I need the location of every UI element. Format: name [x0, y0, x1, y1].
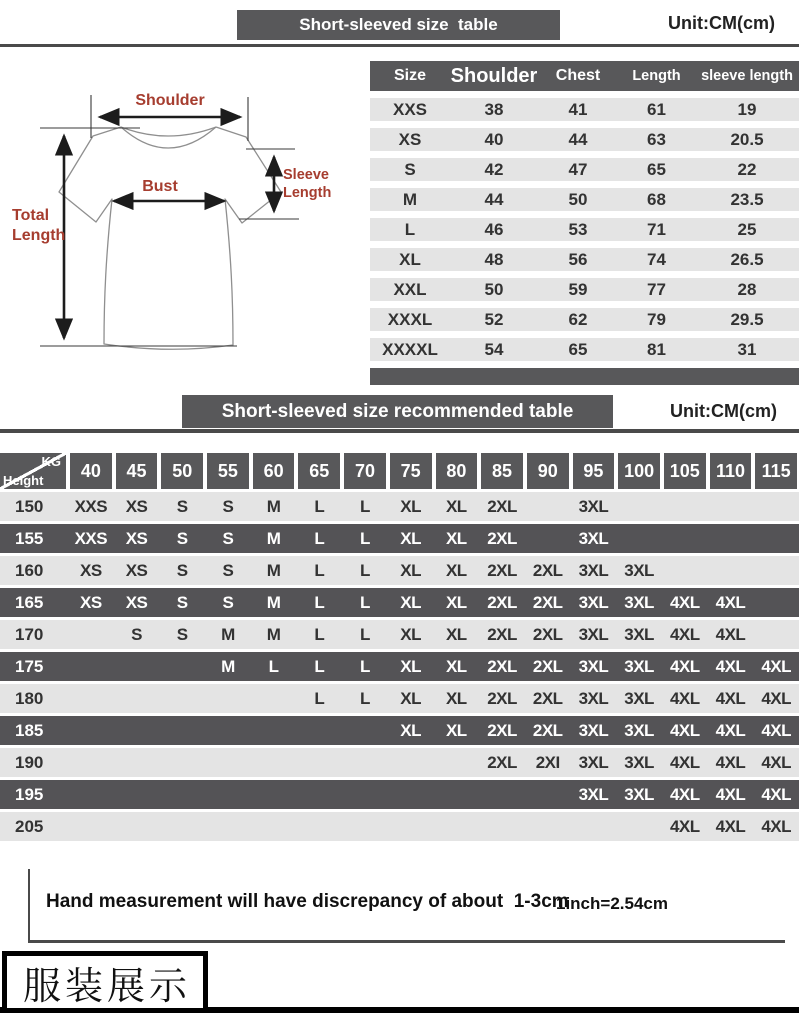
size-cell-value: 61 — [647, 99, 666, 119]
weight-column-header: 50 — [161, 453, 203, 489]
recommend-size-cell: 2XL — [487, 560, 517, 580]
size-table-row — [370, 308, 799, 331]
recommend-size-cell: M — [266, 592, 281, 612]
size-cell-label: S — [404, 159, 416, 179]
size-cell-value: 50 — [484, 279, 504, 299]
recommend-size-cell: 3XL — [578, 656, 609, 676]
recommend-size-cell: M — [266, 560, 281, 580]
size-cell-value: 68 — [647, 189, 666, 209]
recommend-size-cell: XL — [445, 624, 467, 644]
recommend-size-cell: 2XL — [532, 592, 563, 612]
recommend-size-cell: 3XL — [624, 784, 654, 804]
size-cell-value: 59 — [568, 279, 588, 299]
size-cell-label: XXXL — [387, 309, 433, 329]
recommend-size-cell: XL — [445, 560, 467, 580]
weight-column-header: 80 — [436, 453, 478, 489]
recommended-table-body — [0, 492, 799, 841]
divider-line-middle — [0, 429, 799, 433]
recommend-size-cell: XL — [400, 560, 422, 580]
size-cell-value: 77 — [647, 279, 666, 299]
recommend-row — [0, 812, 799, 841]
recommend-size-cell: XL — [445, 528, 467, 548]
bust-label: Bust — [142, 178, 178, 195]
recommend-size-cell: XL — [445, 496, 467, 516]
recommend-size-cell: XXS — [74, 496, 108, 516]
recommend-size-cell: 2XL — [532, 688, 563, 708]
recommend-size-cell: 4XL — [669, 752, 700, 772]
size-cell-value: 38 — [484, 99, 504, 119]
size-column-header: sleeve length — [701, 68, 793, 84]
size-cell-label: XXS — [392, 99, 428, 119]
recommend-size-cell: 4XL — [715, 784, 746, 804]
recommend-size-cell: 2XL — [487, 624, 517, 644]
size-cell-label: XS — [398, 129, 422, 149]
size-cell-value: 71 — [647, 219, 666, 239]
weight-column-header: 55 — [207, 453, 249, 489]
recommend-size-cell: 2XL — [532, 624, 563, 644]
recommend-size-cell: M — [221, 656, 235, 676]
recommend-size-cell: S — [222, 496, 234, 516]
size-cell-value: 22 — [737, 159, 757, 179]
size-table-header-row — [370, 61, 799, 91]
height-row-label: 160 — [15, 560, 44, 580]
recommend-size-cell: XL — [400, 624, 422, 644]
recommend-size-cell: S — [131, 624, 142, 644]
recommend-size-cell: 4XL — [669, 816, 700, 836]
recommend-size-cell: L — [314, 624, 325, 644]
size-cell-value: 63 — [647, 129, 666, 149]
recommend-size-cell: 4XL — [715, 816, 746, 836]
recommend-row — [0, 652, 799, 681]
total-length-label: Total Length — [12, 207, 66, 244]
recommended-size-table — [0, 453, 799, 844]
recommend-size-cell: XS — [125, 528, 148, 548]
recommend-size-cell: 4XL — [761, 656, 791, 676]
recommend-size-cell: L — [360, 496, 370, 516]
size-table-row — [370, 248, 799, 271]
recommend-size-cell: 3XL — [578, 752, 609, 772]
recommend-size-cell: XL — [400, 656, 422, 676]
measurement-note: Hand measurement will have discrepancy of about 1-3cm — [46, 891, 569, 912]
recommend-size-cell: XL — [400, 496, 422, 516]
recommend-size-cell: 4XL — [761, 816, 791, 836]
recommend-size-cell: XL — [400, 592, 422, 612]
size-table-body — [370, 98, 799, 361]
size-cell-value: 50 — [568, 189, 588, 209]
recommend-size-cell: 3XL — [578, 720, 609, 740]
recommend-size-cell: 3XL — [578, 592, 609, 612]
size-cell-value: 53 — [568, 219, 588, 239]
recommend-size-cell: XS — [125, 560, 148, 580]
recommend-size-cell: 3XL — [624, 624, 654, 644]
recommend-row — [0, 748, 799, 777]
tshirt-outline-drawing — [59, 127, 281, 349]
weight-column-header: 110 — [710, 453, 752, 489]
recommend-size-cell: S — [176, 528, 188, 548]
size-cell-value: 20.5 — [730, 129, 764, 149]
recommend-size-cell: 3XL — [624, 560, 654, 580]
recommend-size-cell: 4XL — [669, 624, 700, 644]
recommend-size-cell: 4XL — [761, 752, 791, 772]
recommend-size-cell: XXS — [74, 528, 108, 548]
weight-column-header: 90 — [527, 453, 569, 489]
size-table-row — [370, 338, 799, 361]
size-cell-value: 41 — [568, 99, 588, 119]
clothing-display-title: 服装展示 — [23, 963, 192, 1008]
height-row-label: 185 — [15, 720, 44, 740]
size-table-row — [370, 218, 799, 241]
recommend-size-cell: 4XL — [715, 752, 746, 772]
recommended-table-title-bar — [182, 395, 613, 428]
size-cell-label: XL — [399, 249, 421, 269]
clothing-display-box — [2, 951, 208, 1013]
size-cell-value: 54 — [484, 339, 504, 359]
recommend-size-cell: XS — [80, 592, 102, 612]
recommend-size-cell: 3XL — [578, 784, 609, 804]
kg-height-corner-cell — [0, 453, 66, 489]
recommend-size-cell: XS — [80, 560, 102, 580]
recommend-size-cell: 2XL — [532, 656, 563, 676]
size-cell-label: M — [402, 189, 418, 209]
size-table-row — [370, 128, 799, 151]
recommend-size-cell: 2XL — [487, 752, 517, 772]
size-table-row — [370, 188, 799, 211]
recommend-size-cell: L — [314, 688, 325, 708]
recommend-size-cell: 3XL — [624, 720, 654, 740]
recommend-size-cell: S — [176, 496, 188, 516]
size-cell-value: 65 — [647, 159, 666, 179]
size-column-header: Length — [632, 68, 681, 84]
recommend-size-cell: XL — [400, 688, 422, 708]
recommend-size-cell: 3XL — [578, 560, 609, 580]
note-left-line — [28, 869, 30, 942]
recommend-size-cell: L — [360, 656, 370, 676]
size-cell-value: 19 — [737, 99, 757, 119]
recommend-size-cell: L — [314, 656, 325, 676]
height-row-label: 175 — [15, 656, 44, 676]
weight-column-header: 60 — [253, 453, 295, 489]
recommend-size-cell: 2XI — [535, 752, 560, 772]
recommend-size-cell: L — [360, 592, 370, 612]
recommend-size-cell: 3XL — [624, 752, 654, 772]
size-cell-value: 47 — [568, 159, 588, 179]
recommend-size-cell: 3XL — [624, 656, 654, 676]
recommend-size-cell: 4XL — [761, 784, 791, 804]
recommend-size-cell: L — [314, 592, 325, 612]
size-cell-value: 29.5 — [730, 309, 764, 329]
recommend-size-cell: 2XL — [487, 688, 517, 708]
recommend-size-cell: 4XL — [669, 784, 700, 804]
size-cell-value: 74 — [647, 249, 666, 269]
size-cell-label: XXXXL — [382, 339, 438, 359]
recommend-size-cell: XL — [445, 688, 467, 708]
inch-conversion-note: 1inch=2.54cm — [556, 894, 668, 913]
recommend-size-cell: L — [314, 560, 325, 580]
weight-column-header: 40 — [70, 453, 112, 489]
recommend-size-cell: S — [176, 624, 188, 644]
recommend-size-cell: XL — [400, 528, 422, 548]
recommend-size-cell: S — [222, 592, 234, 612]
recommend-size-cell: 3XL — [624, 688, 654, 708]
size-table — [370, 61, 799, 385]
recommend-row — [0, 620, 799, 649]
shoulder-label: Shoulder — [135, 92, 205, 109]
recommend-size-cell: 4XL — [715, 720, 746, 740]
weight-column-header: 105 — [664, 453, 706, 489]
height-row-label: 205 — [15, 816, 44, 836]
recommend-size-cell: M — [266, 496, 281, 516]
note-bottom-line — [28, 940, 785, 943]
size-cell-value: 81 — [647, 339, 666, 359]
size-cell-value: 40 — [484, 129, 504, 149]
recommend-size-cell: L — [360, 688, 370, 708]
recommend-size-cell: S — [222, 528, 234, 548]
recommend-size-cell: 2XL — [487, 528, 517, 548]
recommend-size-cell: 3XL — [624, 592, 654, 612]
recommend-size-cell: M — [221, 624, 235, 644]
recommend-size-cell: 4XL — [715, 656, 746, 676]
recommend-size-cell: L — [314, 496, 325, 516]
recommend-row — [0, 588, 799, 617]
recommend-size-cell: 3XL — [578, 624, 609, 644]
recommend-size-cell: M — [266, 528, 281, 548]
recommend-size-cell: 4XL — [669, 688, 700, 708]
weight-column-header: 75 — [390, 453, 432, 489]
recommend-size-cell: 3XL — [578, 496, 609, 516]
recommend-size-cell: 2XL — [487, 656, 517, 676]
size-table-title-bar — [237, 10, 560, 40]
divider-line-top — [0, 44, 799, 47]
size-cell-value: 44 — [484, 189, 504, 209]
recommend-size-cell: 4XL — [715, 688, 746, 708]
weight-column-header: 65 — [298, 453, 340, 489]
recommend-size-cell: 4XL — [669, 720, 700, 740]
size-cell-label: XXL — [393, 279, 427, 299]
recommend-size-cell: L — [360, 528, 370, 548]
weight-column-header: 95 — [573, 453, 615, 489]
size-cell-label: L — [404, 219, 416, 239]
recommend-size-cell: 3XL — [578, 688, 609, 708]
size-table-row — [370, 98, 799, 121]
size-cell-value: 52 — [484, 309, 504, 329]
recommend-size-cell: S — [176, 560, 188, 580]
recommend-size-cell: 4XL — [669, 656, 700, 676]
recommend-row — [0, 492, 799, 521]
size-cell-value: 25 — [737, 219, 757, 239]
height-row-label: 195 — [15, 784, 44, 804]
recommend-size-cell: 2XL — [487, 720, 517, 740]
height-row-label: 190 — [15, 752, 44, 772]
size-cell-value: 46 — [484, 219, 504, 239]
size-cell-value: 26.5 — [730, 249, 764, 269]
recommend-row — [0, 556, 799, 585]
size-cell-value: 42 — [484, 159, 504, 179]
recommend-size-cell: 4XL — [761, 688, 791, 708]
recommend-size-cell: XS — [125, 592, 148, 612]
recommend-size-cell: L — [360, 560, 370, 580]
recommend-row — [0, 716, 799, 745]
size-cell-value: 23.5 — [730, 189, 764, 209]
tshirt-measurement-diagram — [0, 55, 368, 393]
recommend-size-cell: 2XL — [487, 496, 517, 516]
weight-column-header: 115 — [755, 453, 797, 489]
recommend-size-cell: XL — [445, 656, 467, 676]
unit-label-top: Unit:CM(cm) — [668, 13, 775, 33]
recommend-size-cell: XL — [445, 720, 467, 740]
weight-column-header: 85 — [481, 453, 523, 489]
height-row-label: 170 — [15, 624, 44, 644]
recommend-size-cell: 2XL — [532, 560, 563, 580]
weight-column-header: 100 — [618, 453, 660, 489]
size-table-row — [370, 278, 799, 301]
recommend-size-cell: XL — [400, 720, 422, 740]
kg-label: KG — [41, 454, 61, 469]
height-row-label: 165 — [15, 592, 44, 612]
recommend-row — [0, 524, 799, 553]
recommended-table-header-row — [0, 453, 799, 489]
size-table-footer-bar — [370, 368, 799, 385]
size-cell-value: 28 — [737, 279, 757, 299]
recommend-size-cell: L — [268, 656, 279, 676]
recommend-row — [0, 780, 799, 809]
size-table-title: Short-sleeved size table — [299, 15, 498, 34]
height-row-label: 150 — [15, 496, 44, 516]
recommend-size-cell: S — [176, 592, 188, 612]
recommend-size-cell: M — [266, 624, 281, 644]
recommended-table-title: Short-sleeved size recommended table — [221, 400, 574, 422]
size-column-header: Size — [393, 67, 426, 84]
recommend-size-cell: L — [360, 624, 370, 644]
size-cell-value: 65 — [568, 339, 588, 359]
weight-column-header: 45 — [116, 453, 158, 489]
recommend-size-cell: S — [222, 560, 234, 580]
size-cell-value: 79 — [647, 309, 666, 329]
height-row-label: 180 — [15, 688, 44, 708]
size-cell-value: 48 — [484, 249, 504, 269]
weight-column-header: 70 — [344, 453, 386, 489]
size-column-header: Shoulder — [450, 64, 538, 87]
size-table-row — [370, 158, 799, 181]
recommend-size-cell: 4XL — [761, 720, 791, 740]
unit-label-bottom: Unit:CM(cm) — [670, 401, 777, 421]
recommend-size-cell: XL — [445, 592, 467, 612]
recommend-size-cell: XS — [125, 496, 148, 516]
recommend-size-cell: 2XL — [532, 720, 563, 740]
size-cell-value: 62 — [568, 309, 588, 329]
recommend-size-cell: 3XL — [578, 528, 609, 548]
recommend-size-cell: 4XL — [715, 624, 746, 644]
recommend-row — [0, 684, 799, 713]
recommend-size-cell: 2XL — [487, 592, 517, 612]
size-cell-value: 31 — [737, 339, 757, 359]
height-label-header: Height — [3, 473, 44, 488]
height-row-label: 155 — [15, 528, 44, 548]
size-cell-value: 56 — [568, 249, 588, 269]
size-cell-value: 44 — [568, 129, 588, 149]
recommend-size-cell: 4XL — [715, 592, 746, 612]
sleeve-length-label: Sleeve Length — [283, 167, 332, 201]
recommend-size-cell: 4XL — [669, 592, 700, 612]
size-column-header: Chest — [555, 67, 601, 84]
recommend-size-cell: L — [314, 528, 325, 548]
